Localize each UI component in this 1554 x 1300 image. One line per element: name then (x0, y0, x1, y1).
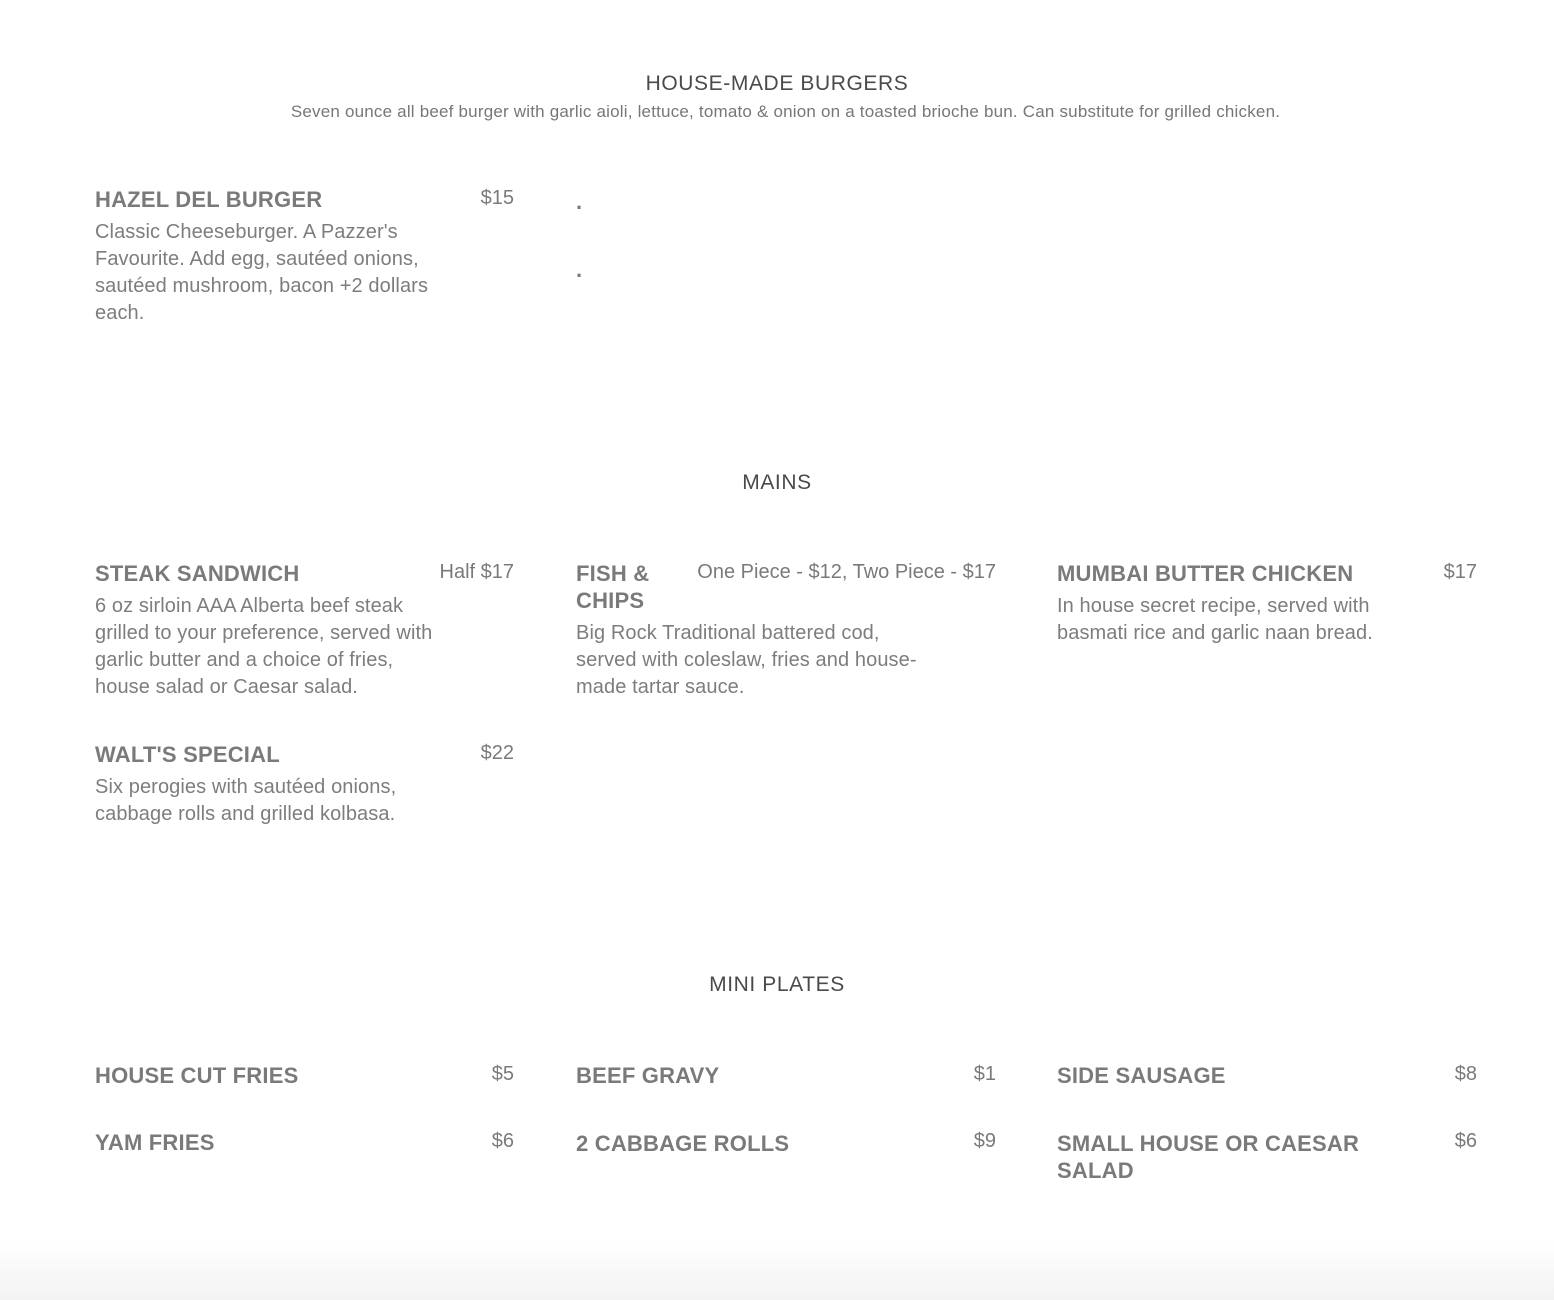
menu-item-name: SMALL HOUSE OR CAESAR SALAD (1057, 1131, 1360, 1183)
menu-item-price: $1 (973, 1063, 996, 1085)
menu-item-name: HAZEL DEL BURGER (95, 187, 323, 212)
menu-item-price: $6 (1454, 1130, 1477, 1152)
menu-item-name: STEAK SANDWICH (95, 561, 300, 586)
section-title-mains: MAINS (742, 471, 812, 494)
section-title-burgers: HOUSE-MADE BURGERS (645, 72, 909, 95)
menu-item-name: BEEF GRAVY (576, 1063, 720, 1088)
menu-item-description: Six perogies with sautéed onions, cabbage rolls and grilled kolbasa. (95, 776, 397, 825)
menu-item-price: $8 (1454, 1063, 1477, 1085)
menu-item-name: SIDE SAUSAGE (1057, 1063, 1226, 1088)
menu-item-price: $15 (480, 187, 514, 209)
menu-item-price: Half $17 (439, 561, 514, 583)
menu-item-name: WALT'S SPECIAL (95, 742, 280, 767)
menu-item-description: 6 oz sirloin AAA Alberta beef steak grilled to your preference, served with garlic butter and a choice of fries, house salad or Caesar salad. (95, 595, 433, 698)
menu-item-name: 2 CABBAGE ROLLS (576, 1131, 790, 1156)
menu-item-description: Big Rock Traditional battered cod, served with coleslaw, fries and house-made tartar sauce. (576, 622, 917, 698)
placeholder-dot: . (576, 189, 583, 214)
menu-item-price: $6 (491, 1130, 514, 1152)
section-title-mini-plates: MINI PLATES (709, 973, 845, 996)
menu-item-description: In house secret recipe, served with basmati rice and garlic naan bread. (1057, 595, 1373, 644)
menu-item-description: Classic Cheeseburger. A Pazzer's Favourite. Add egg, sautéed onions, sautéed mushroom, bacon +2 dollars each. (95, 221, 429, 324)
footer-fade (0, 1240, 1554, 1300)
menu-item-price: $5 (491, 1063, 514, 1085)
placeholder-dot: . (576, 257, 583, 282)
menu-item-name: FISH & CHIPS (576, 561, 650, 613)
menu-item-name: HOUSE CUT FRIES (95, 1063, 299, 1088)
menu-item-name: YAM FRIES (95, 1130, 215, 1155)
menu-item-price: $9 (973, 1130, 996, 1152)
menu-item-price: One Piece - $12, Two Piece - $17 (697, 561, 996, 583)
menu-item-price: $22 (480, 742, 514, 764)
menu-item-name: MUMBAI BUTTER CHICKEN (1057, 561, 1354, 586)
section-description-burgers: Seven ounce all beef burger with garlic aioli, lettuce, tomato & onion on a toasted brioche bun. Can substitute for grilled chicken. (290, 102, 1281, 121)
menu-item-price: $17 (1443, 561, 1477, 583)
